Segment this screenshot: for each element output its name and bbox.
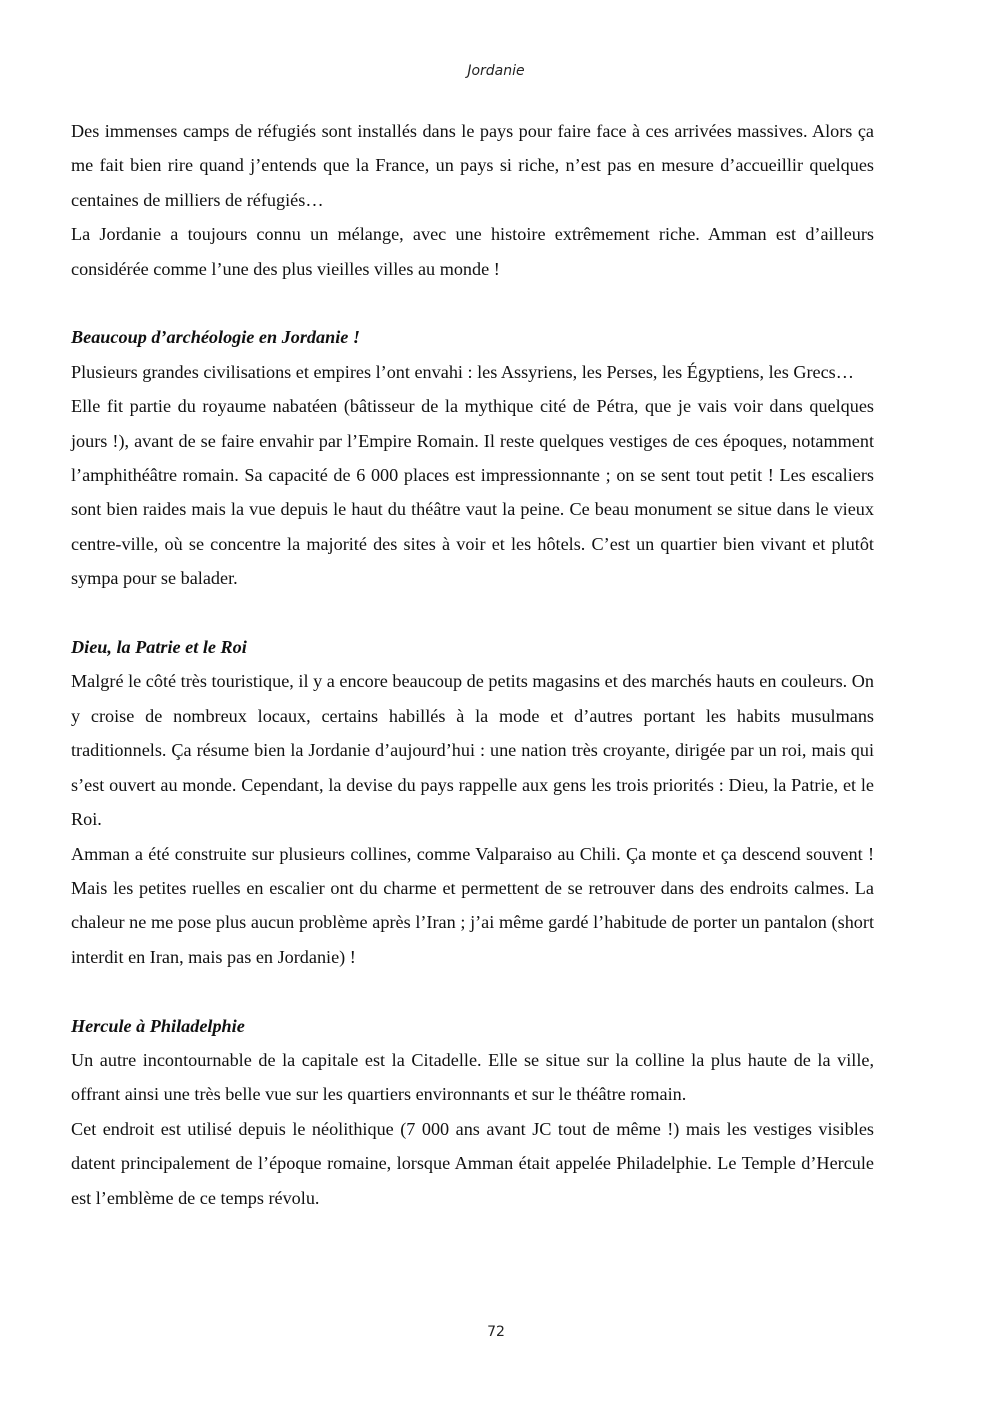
section-heading: Dieu, la Patrie et le Roi (71, 637, 247, 658)
page-number: 72 (487, 1324, 505, 1340)
paragraph: Un autre incontournable de la capitale est la Citadelle. Elle se situe sur la colline la plus haute de la ville, offrant ainsi une très belle vue sur les quartiers environnants et sur le théâtre romain. (71, 1049, 874, 1105)
section-spacer (71, 286, 874, 320)
paragraph: La Jordanie a toujours connu un mélange, avec une histoire extrêmement riche. Amman est d’ailleurs considérée comme l’une des plus vieilles villes au monde ! (71, 224, 874, 279)
paragraph: Elle fit partie du royaume nabatéen (bâtisseur de la mythique cité de Pétra, que je vais voir dans quelques jours !), avant de se faire envahir par l’Empire Romain. Il reste quelques vestiges de ces époques, notamment l’amphithéâtre romain. Sa capacité de 6 000 places est impressionnante ; on se sent tout petit ! Les escaliers sont bien raides mais la vue depuis le haut du théâtre vaut la peine. Ce beau monument se situe dans le vieux centre-ville, où se concentre la majorité des sites à voir et les hôtels. C’est un quartier bien vivant et plutôt sympa pour se balader. (71, 396, 874, 589)
paragraph: Plusieurs grandes civilisations et empires l’ont envahi : les Assyriens, les Perses, les Égyptiens, les Grecs… (71, 361, 854, 382)
paragraph: Cet endroit est utilisé depuis le néolithique (7 000 ans avant JC tout de même !) mais les vestiges visibles datent principalement de l’époque romaine, lorsque Amman était appelée Philadelphie. Le Temple d’Hercule est l’emblème de ce temps révolu. (71, 1118, 874, 1208)
section-spacer (71, 596, 874, 630)
paragraph: Amman a été construite sur plusieurs collines, comme Valparaiso au Chili. Ça monte et ça descend souvent ! Mais les petites ruelles en escalier ont du charme et permettent de se retrouver dans des endroits calmes. La chaleur ne me pose plus aucun problème après l’Iran ; j’ai même gardé l’habitude de porter un pantalon (short interdit en Iran, mais pas en Jordanie) ! (71, 843, 874, 967)
section-heading: Hercule à Philadelphie (71, 1015, 245, 1036)
paragraph: Malgré le côté très touristique, il y a encore beaucoup de petits magasins et des marchés hauts en couleurs. On y croise de nombreux locaux, certains habillés à la mode et d’autres portant les habits musulmans traditionnels. Ça résume bien la Jordanie d’aujourd’hui : une nation très croyante, dirigée par un roi, mais qui s’est ouvert au monde. Cependant, la devise du pays rappelle aux gens les trois priorités : Dieu, la Patrie, et le Roi. (71, 671, 874, 830)
running-header: Jordanie (467, 63, 525, 79)
document-body (71, 114, 874, 1215)
section-heading: Beaucoup d’archéologie en Jordanie ! (71, 327, 360, 348)
paragraph: Des immenses camps de réfugiés sont installés dans le pays pour faire face à ces arrivées massives. Alors ça me fait bien rire quand j’entends que la France, un pays si riche, n’est pas en mesure d’accueillir quelques centaines de milliers de réfugiés… (71, 121, 874, 210)
section-spacer (71, 974, 874, 1008)
